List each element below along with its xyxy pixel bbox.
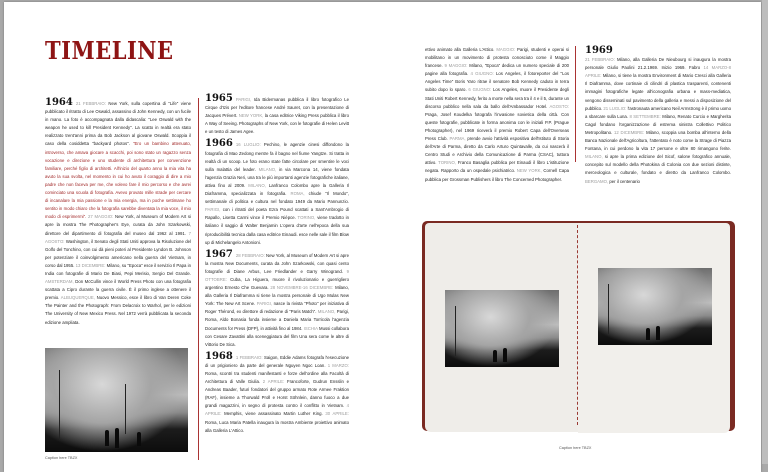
timeline-entry <box>205 139 349 246</box>
notebook-caption: Caption here TBZX <box>559 446 592 450</box>
event-text: New York, al Museum of Modern Art si apre la mostra The Photographer's Eye, curata da John Szarkowski, direttore del dipartimento di fotografia del museo dal 1962 al 1991. <box>45 214 191 236</box>
event-date: ROMA, <box>286 191 305 197</box>
event-date: AGOSTO: <box>547 103 569 109</box>
timeline-entry <box>425 46 569 184</box>
fog-photo <box>45 348 188 452</box>
timeline-column-4 <box>585 45 732 184</box>
event-text: Milano, si tiene la mostra Environment di Mario Cresci alla Galleria Il Diaframma, dove cortinaie di cilindri di plastica trasparenti, contenenti immagini fotografiche legate all'iconografia urbana e mass-mediatica, vengono disseminati sul pavimento della galleria e messi a disposizione del pubblico. <box>585 73 731 111</box>
event-date: MAGGIO: <box>494 47 516 52</box>
event-date: ISCHIA <box>302 325 318 331</box>
notebook-photo-left <box>445 290 559 367</box>
event-text: Milano, alla Galleria Il Diaframma si tiene la mostra personale di Ugo Mulas New York: The New Art Scene. <box>205 285 349 307</box>
timeline-entry <box>205 250 349 349</box>
page-title: TIMELINE <box>45 36 174 65</box>
event-date: PARIGI, <box>205 207 221 213</box>
timeline-entry <box>205 94 349 136</box>
timeline-column-2 <box>205 94 349 462</box>
event-text: Ida Bidermanas pubblica il libro fotografico Le Cirque d'Izis per l'editore francese André Sauret, con la presentazione di Jacques Prévert. <box>205 97 349 119</box>
event-text: Milano, Renato Curcio e Margherita Cagol fondano l'organizzazione di estrema sinistra Collettivo Politico Metropolitano. <box>585 113 731 135</box>
event-date: NEW YORK, <box>237 113 264 119</box>
event-text: Los Angeles, muore il Presidente degli Stati Uniti Robert Kennedy, ferito a morte nella sera tra il 4 e il 5, durante un discorso pubblico nella sala da ballo dell'Ambassador Hotel. <box>425 87 569 109</box>
year-heading: 1964 <box>45 97 73 108</box>
event-date: ALBUQUERQUE, <box>59 295 95 301</box>
event-date: 28 NOVEMBRE-16 DICEMBRE: <box>268 285 334 291</box>
timeline-entry <box>585 46 731 186</box>
event-text: prende avvio l'attività espositiva dell'Istituto di Storia dell'Arte di Parma, diretto da Carlo Arturo Quintavalle, da cui nascerà il Centro Studi e Archivio della Comunicazione di Parma (CSAC), tuttora attivo. <box>425 136 569 166</box>
event-date: 12 DICEMBRE: <box>612 129 645 135</box>
event-text: Cuba, La Higuera, muore il rivoluzionario e guerrigliero argentino Ernesto Che Guevara. <box>205 276 349 291</box>
event-date: MILANO, <box>245 182 266 188</box>
event-text: Cornell Capa pubblica per Grossman Publishers il libro The Concerned Photographer. <box>425 168 569 182</box>
event-date: 1 FEBBRAIO: <box>235 354 263 360</box>
event-text: Francoforte, Gudrun Ensslin e Andreas Baader, futuri fondatori del gruppo armato Rote Armee Fraktion (RAF), insieme a Thorwald Proll e Horst Söhnlein, danno fuoco a due grandi magazzini, in segno di protesta contro il conflitto in Vietnam. <box>205 379 350 409</box>
event-text: nasce la rivista "Photo" per iniziativa di Roger Thérond, ex direttore di redazione di "Paris Match". <box>205 301 350 315</box>
event-date: 9 OTTOBRE: <box>205 268 349 282</box>
scrollbar[interactable] <box>762 0 768 464</box>
event-date: PARMA, <box>447 136 466 142</box>
event-text: Milano, su "Epoca" esce il servizio Il Papa in India con fotografie di Mario De Biasi, Pepi Merisio, Sergio Del Grande. <box>45 262 191 276</box>
event-text: l'astronauta americano Neil Armstrong è il primo uomo a sbarcare sulla Luna. <box>585 105 732 119</box>
event-text: la casa editrice Viking Press pubblica il libro A Way of Seeing. Photographs of New York, con le fotografie di Helen Levitt e un testo di James Agee. <box>205 113 349 135</box>
notebook-image <box>422 221 735 433</box>
event-text: Franco Basaglia pubblica per Einaudi il libro L'istituzione negata. Rapporto da un ospedale psichiatrico. <box>425 160 569 174</box>
event-date: 9 MAGGIO: <box>442 63 468 69</box>
event-text: Nuovo Messico, esce il libro di Van Deren Coke The Painter and the Photograph: From Delacroix to Warhol, per le edizioni The University of New Mexico Press. Nel 1972 verrà pubblicata la seconda edizione ampliata. <box>45 295 191 325</box>
event-date: 21 FEBBRAIO: <box>585 57 615 63</box>
event-date: BERGAMO, <box>585 178 609 184</box>
event-text: chiude "Il Mondo", settimanale di politica e cultura nel fondato 1949 da Mario Pannunzio. <box>205 191 349 205</box>
year-heading: 1969 <box>585 45 613 56</box>
event-date: 14 MARZO-8 APRILE: <box>585 65 731 79</box>
event-text: Lanfranco Colombo apre la Galleria Il Diaframma, specializzata in fotografia. <box>205 182 349 197</box>
photo-caption: Caption here TBZX <box>45 456 78 460</box>
timeline-column-3 <box>425 46 569 182</box>
event-text: si apre la prima edizione del Sicof, salone fotografico annuale, concepito sul modello della Photokina di Colonia con due sezioni distinte, merceologica e culturale, fondato e diretto da Lanfranco Colombo. <box>585 154 731 176</box>
event-date: 27 MAGGIO: <box>86 214 114 220</box>
event-date: 28 FEBBRAIO: <box>235 252 265 258</box>
event-date: 16 LUGLIO: <box>235 142 261 148</box>
event-text: Saigon, Eddie Adams fotografa l'esecuzione di un prigioniero da parte del generale Nguyen Ngoc Loan. <box>205 354 349 368</box>
event-date: 8 SETTEMBRE: <box>628 113 661 119</box>
event-date: 30 APRILE: <box>322 411 349 417</box>
year-heading: 1966 <box>205 138 233 150</box>
event-text: ettivo animato alla Galleria L'Attico. <box>425 47 495 52</box>
event-date: 2 APRILE: <box>260 379 285 385</box>
event-text: Roma, Luca Maria Patella inaugura la mostra Ambiente proiettivo animato alla Galleria L'Attico. <box>205 419 349 433</box>
event-text: Roma, scontri tra studenti manifestanti e forze dell'ordine alla Facoltà di Architettura di Valle Giulia. <box>205 371 349 385</box>
event-date: MILANO, <box>316 309 336 315</box>
event-date: PARIGI, <box>255 301 273 307</box>
timeline-entry <box>45 98 191 327</box>
year-heading: 1968 <box>205 350 233 362</box>
column-divider <box>575 46 576 162</box>
event-text: in via Marcona 14, viene fondata l'agenzia Grazia Neri, una tra le più importanti agenzie fotografiche italiane, attiva fino al 2009. <box>205 166 349 188</box>
event-date: 1 MARZO: <box>325 362 349 368</box>
event-text: Don McCullin vince il World Press Photo con una fotografia scattata a Cipro durante la guerra civile. È il primo inglese a ottenere il premio. <box>45 279 191 301</box>
notebook-photo-right <box>598 268 712 345</box>
event-date: NEW YORK, <box>515 168 542 174</box>
timeline-entry <box>205 352 349 435</box>
event-date: TORINO, <box>436 160 456 166</box>
event-date: 13 DICEMBRE: <box>74 262 106 268</box>
event-text: Parigi, studenti e operai si mobilitano in un movimento di protesta conosciuto come il Maggio francese. <box>425 47 569 69</box>
event-date: MILANO, <box>585 154 603 160</box>
event-text: con i ritratti del poeta Ezra Pound scattati a Sant'Ambrogio di Rapallo, Lisetta Carmi vince il Premio Niépce. <box>205 207 349 221</box>
event-date: 4 APRILE: <box>205 403 349 417</box>
event-text: Washington, il Senato degli Stati Uniti approva la Risoluzione del Golfo del Tonchino, con cui dà pieni poteri al Presidente Lyndon B. Johnson per potenziare il coinvolgimento americano nella guerra del Vietnam, in corso dal 1955. <box>45 238 191 268</box>
event-text: Praga, Josef Koudelka fotografa l'invasione sovietica della città. Con queste fotografie, pubblicate in forma anonima con le iniziali P.P. (Prague Photographer), nel 1969 riceverà il premio Robert Capa dell'Overseas Press Club. <box>425 111 569 142</box>
timeline-column-1 <box>45 98 191 341</box>
event-date: AMSTERDAM, <box>45 279 74 285</box>
year-heading: 1967 <box>205 248 233 260</box>
event-text: viene tradotto in italiano il saggio di Walter Benjamin L'opera d'arte nell'epoca della sua riproducibilità tecnica dalla casa editrice Einaudi. esce nelle sale il film Blow up di Michelangelo Antonioni. <box>205 215 349 245</box>
event-text: Los Angeles, il fotoreporter del "Los Angeles Time" Boris Yaro ritrae il senatore Bob Kennedy caduto in terra subito dopo lo sparo. <box>425 71 569 93</box>
column-divider <box>198 98 199 460</box>
event-date: 6 GIUGNO: <box>466 87 492 93</box>
event-text: Milano, "Epoca" dedica un numero speciale di 200 pagine alla fotografia. <box>425 63 569 77</box>
event-date: 7 AGOSTO: <box>45 230 191 244</box>
document-page <box>4 2 761 472</box>
event-text: New York, al Museum of Modern Art si apre la mostra New Documents, curata da John Szarkowski, con quasi cento fotografie di Diane Arbus, Lee Friedlander e Garry Winogrand. <box>205 252 349 274</box>
event-date: PARIGI, <box>235 97 252 102</box>
quote-text: "Ero un bambino attenuato, introverso, che amava giocare a scacchi, poi sono stato un ragazzo senza vocazione e direzione e uno studente di architettura per convenzione familiare, perché figlio di architetti. All'inizio del quarto anno la mia vita ha avuto la sua svolta, nel momento in cui ho avuto il coraggio di dire a mio padre che non faceva per me, che volevo fare il mio percorso e che avrei cominciato una scuola di fotografia. Avevo provato mille strade per cercare di incanalare la mia passione e la mia energia, ma in poche settimane ho sentito in modo chiaro che la fotografia sarebbe diventata la mia voce, il mio modo di esprimermi". <box>45 141 191 220</box>
event-date: MILANO, <box>255 166 277 172</box>
event-text: New York, sulla copertina di "Life" viene pubblicato il ritratto di Lee Oswald, assassino di John Kennedy, con un fucile in mano. La foto è accompagnata dalla didascalia: "Lee Oswald with the weapon he used to kill President Kennedy". La scatto in realtà era stato realizzato trent'anni prima da Bob Jackson al giovane Oswald. Scoppia il caso della cosiddetta "backyard photos". <box>45 101 191 147</box>
event-date: 4 GIUGNO: <box>468 71 494 77</box>
event-text: Milano, alla Galleria De Nieubourg si inaugura la mostra personale Giulio Paolini 21.2.1969. Inizio 1969. Fabro <box>585 57 731 71</box>
event-date: 21 LUGLIO: <box>602 105 627 111</box>
event-text: Milano, scoppia una bomba all'interno della Banca Nazionale dell'Agricoltura, l'attentato è noto come la Strage di Piazza Fontana, in cui perdono la vita 17 persone e oltre 80 rimangono ferite. <box>585 129 731 152</box>
event-text: Parigi, Roma, Aldo Bonasia fonda insieme a Daniela Maria Torricola l'agenzia Documents for Press (DFP), in attività fino al 1984. <box>205 309 349 331</box>
event-date: TORINO, <box>295 215 316 221</box>
event-text: Memphis, viene assassinato Martin Luther King. <box>221 411 323 417</box>
year-heading: 1965 <box>205 93 233 104</box>
event-text: Pechino, le agenzie cinesi diffondono la fotografia di Mao Zedong mentre fa il bagno nel fiume Yangtze. Si tratta in realtà di un scoop. Le foto erano state fatte circolare per smentire le voci sulla malattia del leader. <box>205 142 349 172</box>
event-text: Mussi collabora con Cesare Zavattini alla sceneggiatura del film Una sera come le altre di Vittorio De Sica. <box>205 325 349 347</box>
event-text: per il centenario <box>608 178 640 184</box>
event-date: 21 FEBBRAIO: <box>75 101 106 106</box>
